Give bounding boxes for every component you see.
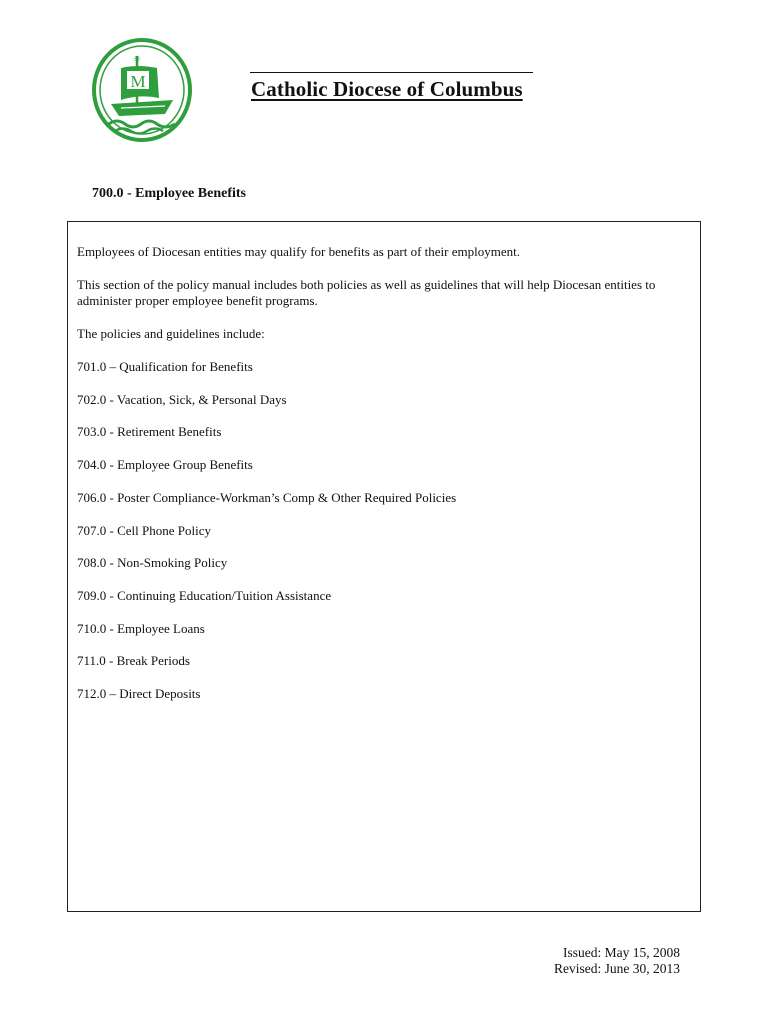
policy-list-item: 703.0 - Retirement Benefits: [77, 424, 222, 439]
policy-list-item: 711.0 - Break Periods: [77, 653, 190, 668]
intro-paragraph: Employees of Diocesan entities may qualify for benefits as part of their employment.: [77, 244, 520, 259]
policy-list-item: 712.0 – Direct Deposits: [77, 686, 201, 701]
revised-date: Revised: June 30, 2013: [554, 961, 680, 976]
diocese-seal-logo: [91, 38, 193, 142]
revision-footer: [554, 945, 680, 977]
svg-text:✳: ✳: [133, 55, 141, 65]
description-paragraph: This section of the policy manual includes both policies as well as guidelines that will help Diocesan entities to administer proper employee benefit programs.: [77, 277, 656, 308]
page-title: Catholic Diocese of Columbus: [251, 77, 523, 101]
policy-content-box: [67, 221, 701, 912]
issued-date: Issued: May 15, 2008: [563, 945, 680, 960]
policy-list-item: 701.0 – Qualification for Benefits: [77, 359, 253, 374]
list-intro: The policies and guidelines include:: [77, 326, 265, 341]
policy-list-item: 708.0 - Non-Smoking Policy: [77, 555, 228, 570]
policy-list-item: 706.0 - Poster Compliance-Workman’s Comp & Other Required Policies: [77, 490, 457, 505]
svg-text:M: M: [130, 72, 146, 91]
policy-list-item: 702.0 - Vacation, Sick, & Personal Days: [77, 392, 287, 407]
section-heading: 700.0 - Employee Benefits: [92, 186, 246, 201]
title-rule: [250, 72, 533, 73]
policy-list-item: 710.0 - Employee Loans: [77, 621, 205, 636]
policy-list-item: 709.0 - Continuing Education/Tuition Assistance: [77, 588, 332, 603]
diocese-ship-seal-icon: [91, 38, 193, 142]
policy-list-item: 707.0 - Cell Phone Policy: [77, 523, 211, 538]
policy-list-item: 704.0 - Employee Group Benefits: [77, 457, 253, 472]
